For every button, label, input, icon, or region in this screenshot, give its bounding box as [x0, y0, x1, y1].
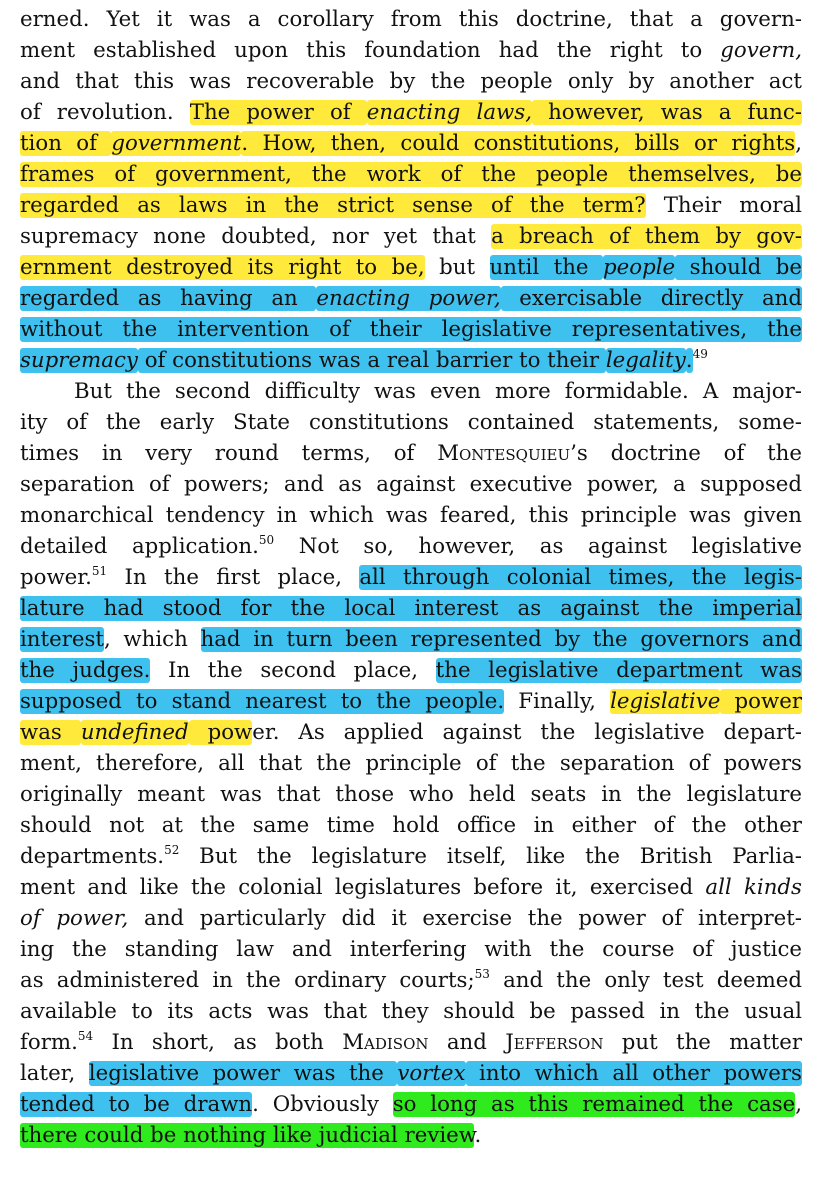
text-run: power. — [20, 565, 92, 590]
text-run: ment and like the colonial legislatures before it, exercised — [20, 875, 706, 900]
highlight-blue: had in turn been represented by the governors and — [200, 627, 802, 652]
text-line — [20, 283, 802, 314]
footnote-marker: 52 — [164, 843, 180, 857]
italic-text: enacting laws, — [366, 100, 532, 125]
text-line — [20, 190, 802, 221]
highlight-blue: . — [685, 348, 693, 373]
highlight-yellow — [111, 131, 241, 156]
text-line — [20, 841, 802, 872]
text-line — [20, 159, 802, 190]
text-run: originally meant was that those who held seats in the legislature — [20, 782, 802, 807]
highlight-yellow: power — [720, 689, 802, 714]
italic-text: all kinds — [705, 875, 802, 900]
highlight-yellow: a breach of them by gov- — [491, 224, 802, 249]
text-line — [20, 686, 802, 717]
text-line — [20, 593, 802, 624]
highlight-yellow: was — [20, 720, 81, 745]
text-run: later, — [20, 1061, 89, 1086]
text-line — [20, 748, 802, 779]
italic-text: undefined — [80, 720, 189, 745]
footnote-marker: 54 — [77, 1029, 94, 1043]
text-line — [20, 1027, 802, 1058]
highlight-yellow — [367, 100, 532, 125]
highlight-blue: regarded as having an — [20, 286, 317, 311]
text-run: ’s doctrine of the — [570, 441, 802, 466]
highlight-yellow: The power of — [189, 100, 367, 125]
text-line — [20, 1089, 802, 1120]
highlight-green: there could be nothing like judicial review — [20, 1123, 475, 1148]
text-run: In short, as both — [93, 1030, 343, 1055]
highlight-blue: legislative power was the — [88, 1061, 398, 1086]
text-run: of revolution. — [20, 100, 190, 125]
highlight-blue: without the intervention of their legislative representatives, the — [20, 317, 802, 342]
text-run: should not at the same time hold office in either of the other — [20, 813, 802, 838]
text-line — [20, 221, 802, 252]
italic-text: of power, — [20, 906, 129, 931]
text-line — [20, 500, 802, 531]
highlight-blue: interest — [20, 627, 104, 652]
highlight-blue: lature had stood for the local interest as against the imperial — [20, 596, 802, 621]
highlight-blue: all through colonial times, the legis- — [359, 565, 803, 590]
text-line — [20, 965, 802, 996]
text-run: ity of the early State constitutions contained statements, some- — [20, 410, 802, 435]
text-run: In the second place, — [150, 658, 436, 683]
text-run: , — [795, 131, 802, 156]
italic-text: legality — [605, 348, 686, 373]
text-run: er. As applied against the legislative depart- — [252, 720, 802, 745]
text-line — [20, 345, 802, 376]
highlight-blue: should be — [675, 255, 803, 280]
text-run: but — [424, 255, 490, 280]
text-run: separation of powers; and as against executive power, a supposed — [20, 472, 802, 497]
text-run — [720, 38, 802, 63]
text-line — [20, 35, 802, 66]
footnote-marker: 49 — [692, 347, 708, 361]
highlight-blue: tended to be drawn — [20, 1092, 253, 1117]
text-run: and the only test deemed — [489, 968, 802, 993]
text-run: Montesquieu — [437, 441, 571, 466]
highlight-blue: supposed to stand nearest to the people. — [20, 689, 505, 714]
text-run: But the legislature itself, like the British Parlia- — [179, 844, 802, 869]
highlight-yellow: pow — [188, 720, 253, 745]
text-run: Finally, — [504, 689, 611, 714]
text-run: monarchical tendency in which was feared, this principle was given — [20, 503, 802, 528]
text-run — [20, 906, 128, 931]
text-run: , — [795, 1092, 803, 1117]
text-run: Not so, however, as against legislative — [274, 534, 802, 559]
text-line — [20, 903, 802, 934]
text-run: supremacy none doubted, nor yet that — [20, 224, 492, 249]
text-line — [20, 97, 802, 128]
highlight-yellow: however, was a func- — [531, 100, 803, 125]
highlight-yellow: regarded as laws in the strict sense of the term? — [20, 193, 646, 218]
text-line — [20, 4, 802, 35]
highlight-yellow: tion of — [20, 131, 112, 156]
highlight-blue: the legislative department was — [435, 658, 802, 683]
text-run: ing the standing law and interfering with the course of justice — [20, 937, 802, 962]
italic-text: supremacy — [20, 348, 138, 373]
text-line — [20, 624, 802, 655]
footnote-marker: 51 — [91, 564, 108, 578]
text-line — [20, 531, 802, 562]
text-line — [20, 1058, 802, 1089]
text-run: detailed application. — [20, 534, 259, 559]
text-run: and that this was recoverable by the people only by another act — [20, 69, 802, 94]
text-line — [20, 407, 802, 438]
text-run: Their moral — [645, 193, 802, 218]
italic-text: government — [111, 131, 242, 156]
text-line — [20, 810, 802, 841]
text-run: ment established upon this foundation had the right to — [20, 38, 721, 63]
footnote-marker: 50 — [258, 533, 275, 547]
text-line — [20, 314, 802, 345]
text-run: departments. — [20, 844, 165, 869]
text-run: and — [428, 1030, 506, 1055]
highlight-blue: the judges. — [20, 658, 151, 683]
body-text — [20, 4, 802, 1151]
text-run: ment, therefore, all that the principle of the separation of powers — [20, 751, 802, 776]
highlight-blue: into which all other powers — [465, 1061, 802, 1086]
highlight-yellow: frames of government, the work of the people themselves, be — [20, 162, 802, 187]
highlight-yellow: . How, then, could constitutions, bills or rights — [241, 131, 796, 156]
highlight-blue — [316, 286, 500, 311]
highlight-blue: of constitutions was a real barrier to their — [137, 348, 606, 373]
text-line — [20, 872, 802, 903]
highlight-blue: exercisable directly and — [500, 286, 802, 311]
text-run — [705, 875, 802, 900]
italic-text: people — [603, 255, 676, 280]
text-line — [20, 779, 802, 810]
text-line — [20, 717, 802, 748]
text-run: In the first place, — [107, 565, 360, 590]
text-run: put the matter — [603, 1030, 803, 1055]
highlight-blue — [606, 348, 686, 373]
text-run: and particularly did it exercise the power of interpret- — [128, 906, 802, 931]
text-line — [20, 655, 802, 686]
text-run: But the second difficulty was even more formidable. A major- — [74, 379, 802, 404]
italic-text: govern, — [720, 38, 802, 63]
highlight-yellow — [610, 689, 720, 714]
highlight-blue — [603, 255, 675, 280]
footnote-marker: 53 — [474, 967, 490, 981]
text-line — [20, 438, 802, 469]
text-run: available to its acts was that they should be passed in the usual — [20, 999, 802, 1024]
text-run: erned. Yet it was a corollary from this doctrine, that a govern- — [20, 7, 802, 32]
text-run: Madison — [342, 1030, 429, 1055]
text-run: . — [474, 1123, 482, 1148]
highlight-blue: until the — [489, 255, 604, 280]
highlight-yellow — [81, 720, 189, 745]
highlight-blue — [397, 1061, 465, 1086]
text-line — [20, 376, 802, 407]
highlight-yellow: ernment destroyed its right to be, — [20, 255, 425, 280]
text-run: , which — [103, 627, 201, 652]
highlight-blue — [20, 348, 138, 373]
text-line — [20, 934, 802, 965]
text-line — [20, 562, 802, 593]
italic-text: vortex — [397, 1061, 466, 1086]
text-line — [20, 1120, 802, 1151]
text-run: form. — [20, 1030, 78, 1055]
highlight-green: so long as this remained the case — [392, 1092, 796, 1117]
text-run: . Obviously — [252, 1092, 393, 1117]
italic-text: legislative — [610, 689, 721, 714]
text-run: Jefferson — [505, 1030, 604, 1055]
text-line — [20, 66, 802, 97]
text-line — [20, 252, 802, 283]
text-run: as administered in the ordinary courts; — [20, 968, 475, 993]
text-line — [20, 128, 802, 159]
text-line — [20, 469, 802, 500]
text-run: times in very round terms, of — [20, 441, 438, 466]
text-line — [20, 996, 802, 1027]
italic-text: enacting power, — [316, 286, 501, 311]
